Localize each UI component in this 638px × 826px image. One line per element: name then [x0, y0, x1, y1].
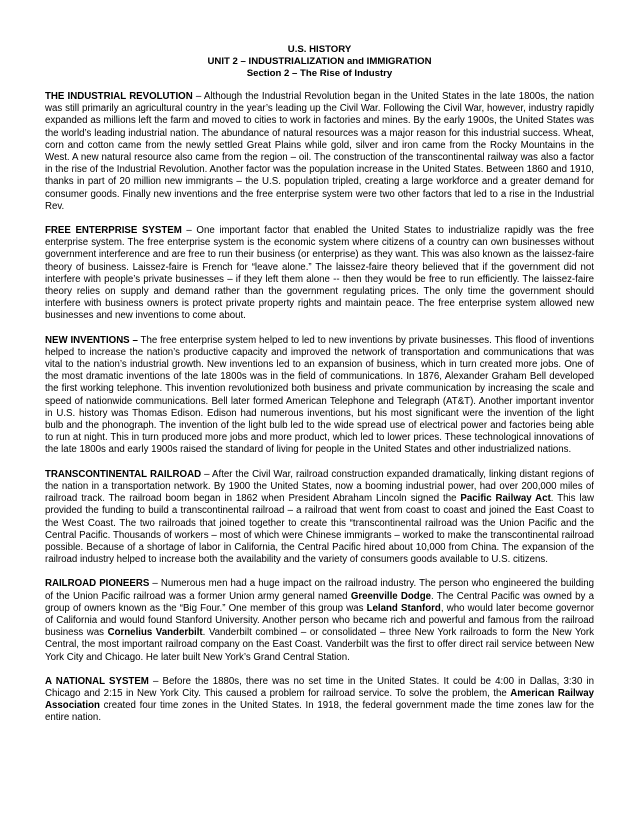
section-railroad-pioneers [45, 578, 594, 663]
key-term: Leland Stanford [366, 602, 441, 614]
key-term: Cornelius Vanderbilt [107, 627, 203, 639]
section-body: created four time zones in the United States. In 1918, the federal government made the time zones law for the entire nation. [45, 700, 594, 724]
section-industrial-revolution [45, 91, 594, 213]
section-free-enterprise [45, 225, 594, 323]
section-heading: RAILROAD PIONEERS [45, 578, 150, 590]
section-heading: A NATIONAL SYSTEM [45, 675, 149, 687]
section-heading: FREE ENTERPRISE SYSTEM [45, 225, 182, 237]
section-transcontinental-railroad [45, 469, 594, 567]
section-national-system [45, 676, 594, 725]
section-body: – One important factor that enabled the United States to industrialize rapidly was the free enterprise system. The free enterprise system is the economic system where citizens of a country can own businesses without government interference and are free to run their business (or enterprise) as they want. This was also known as the laissez-faire theory of business. Laissez-faire is French for “leave alone.” The laissez-faire theory believed that if the government did not interfere with people’s private businesses – if they left them alone -- then they would be free to run efficiently. The laissez-faire theory relies on supply and demand rather than the government regulating prices. The only time the government should interfere with business owners is protect private property rights and maintain peace. The free enterprise system allowed new businesses and new inventions to come about. [45, 225, 594, 322]
key-term: Greenville Dodge [350, 590, 432, 602]
section-body: . This law provided the funding to build a transcontinental railroad – a railroad that went from coast to coast and joined the East Coast to the West Coast. The two railroads that joined together to create this “transcontinental railroad was the Union Pacific and the Central Pacific. Thousands of workers – most of which were Chinese immigrants – worked to make the transcontinental railroad possible. Because of a shortage of labor in California, the Central Pacific hired about 10,000 from China. The expansion of the railroad industry helped to increase both the availability and the variety of consumers goods available to U.S. citizens. [45, 493, 594, 566]
section-body: , who would later become governor of California and would found Stanford University. Another person who became rich and powerful and famous from the railroad business was [45, 602, 594, 639]
section-body: – Although the Industrial Revolution began in the United States in the late 1800s, the nation was still primarily an agricultural country in the year’s leading up the Civil War. Following the Civil War, however, industry rapidly expanded as millions left the farm and moved to cities to work in factories and mines. By the early 1900s, the United States was the world’s leading industrial nation. The abundance of natural resources was a major reason for this industrial success. Wheat, corn and cotton came from the newly settled Great Plains while gold, silver and iron came from the Rocky Mountains in the West. A new natural resource also came from the region – oil. The construction of the transcontinental railway was also a factor in the rise of the Industrial Revolution. Another factor was the population increase in the United States. Between 1860 and 1910, thanks in part of 20 million new immigrants – the U.S. population tripled, creating a large workforce and a greater demand for consumer goods. Finally new inventions and the free enterprise system were two other factors that led to a rise in the Industrial Rev. [45, 91, 594, 212]
section-body: . Vanderbilt combined – or consolidated – three New York railroads to form the New York Central, the most important railroad company on the East Coast. Vanderbilt was the first to offer direct rail service between New York City and Chicago. He later built New York’s Grand Central Station. [45, 627, 594, 663]
section-body: – Before the 1880s, there was no set time in the United States. It could be 4:00 in Dallas, 3:30 in Chicago and 2:15 in New York City. This caused a problem for railroad service. To solve the problem, the [45, 675, 594, 699]
course-title: U.S. HISTORY [287, 44, 352, 55]
section-body: The free enterprise system helped to led to new inventions by private businesses. This flood of inventions helped to increase the nation’s productive capacity and improved the network of transportation and communications that was vital to the nation’s industrial growth. New inventions led to an expansion of business, which in turn created more jobs. One of the most dramatic inventions of the late 1800s was in the field of communications. In 1876, Alexander Graham Bell developed the first working telephone. This invention revolutionized both business and private communication by increasing the scale and speed of nationwide communications. Bell later formed American Telephone and Telegraph (AT&T). Another important inventor in U.S. history was Thomas Edison. Edison had numerous inventions, but his most significant were the invention of the light bulb and the phonograph. The invention of the light bulb led to the wide spread use of electrical power and factories being able to run at night. This in turn produced more jobs and more product, which led to lower prices. These technological innovations of the late 1800s and early 1900s raised the standard of living for people in the United States and other industrialized nations. [45, 334, 594, 456]
section-new-inventions [45, 335, 594, 457]
section-body: . The Central Pacific was owned by a group of owners known as the “Big Four.” One member of this group was [45, 590, 594, 614]
section-title: Section 2 – The Rise of Industry [246, 68, 393, 79]
document-header [45, 44, 594, 80]
section-body: – Numerous men had a huge impact on the railroad industry. The person who engineered the building of the Union Pacific railroad was a former Union army general named [45, 578, 594, 602]
section-heading: THE INDUSTRIAL REVOLUTION [45, 91, 193, 102]
key-term: Pacific Railway Act [460, 493, 551, 505]
unit-title: UNIT 2 – INDUSTRIALIZATION and IMMIGRATION [207, 56, 432, 67]
section-heading: NEW INVENTIONS – [45, 334, 138, 346]
section-heading: TRANSCONTINENTAL RAILROAD [45, 468, 202, 480]
key-term: American Railway Association [45, 687, 594, 712]
section-body: – After the Civil War, railroad construction expanded dramatically, linking distant regions of the nation in a transportation network. By 1900 the United States, now a booming industrial power, had over 200,000 miles of railroad track. The railroad boom began in 1862 when President Abraham Lincoln signed the [45, 468, 594, 505]
